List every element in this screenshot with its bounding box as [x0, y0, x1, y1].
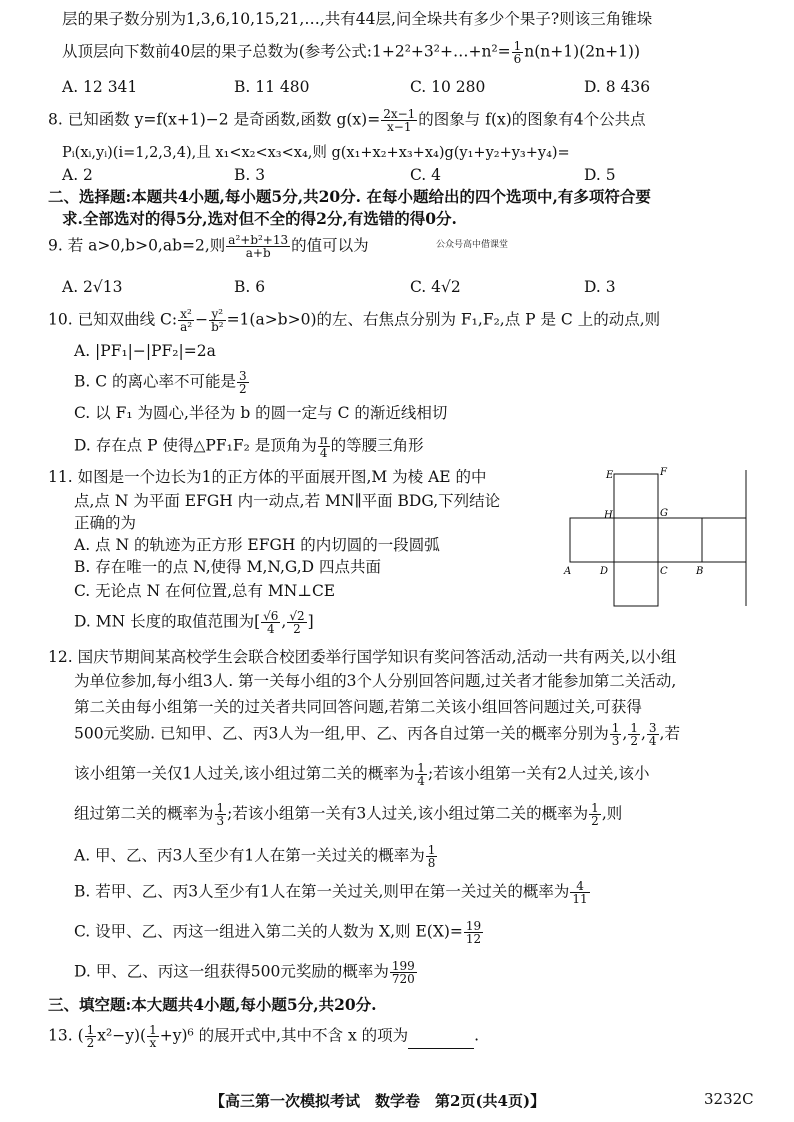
q11-line1: 11. 如图是一个边长为1的正方体的平面展开图,M 为棱 AE 的中: [48, 468, 487, 486]
q7-line2: 从顶层向下数前40层的果子总数为(参考公式:1+2²+3²+…+n²= $\frac{1}{6}$ n(n+1)(2n+1)): [62, 39, 641, 66]
watermark-text: 公众号高中借课堂: [436, 240, 509, 250]
label-h: H: [604, 510, 613, 521]
q8-line2: Pᵢ(xᵢ,yᵢ)(i=1,2,3,4),且 x₁<x₂<x₃<x₄,则 g(x₁+x₂+x₃+x₄)g(y₁+y₂+y₃+y₄)=: [62, 145, 570, 161]
cube-net-figure: [560, 466, 754, 614]
label-e: E: [606, 470, 614, 481]
q8-option-c: C. 4: [410, 166, 442, 184]
q12-line1: 12. 国庆节期间某高校学生会联合校团委举行国学知识有奖问答活动,活动一共有两关,以小组: [48, 648, 677, 666]
q11-option-d: D. MN 长度的取值范围为[ $\frac{√6}{4}$ , $\frac{√2}{2}$ ]: [74, 609, 314, 636]
q11-line3: 正确的为: [74, 514, 137, 532]
q10-option-b: B. C 的离心率不可能是 $\frac{3}{2}$: [74, 369, 247, 396]
q9-option-b: B. 6: [234, 278, 266, 296]
q7-option-a: A. 12 341: [62, 78, 138, 96]
label-d: D: [600, 566, 609, 577]
q9-frac: $\frac{\text{a²+b²+13}}{a+b}$: [228, 233, 289, 260]
page-footer: 【高三第一次模拟考试 数学卷 第2页(共4页)】: [210, 1092, 546, 1110]
q7-formula-frac: $\frac{1}{6}$: [513, 39, 522, 66]
q13-stem: 13. ( $\frac{1}{2}$ x²−y)( $\frac{1}{x}$ +y)⁶ 的展开式中,其中不含 x 的项为 .: [48, 1023, 480, 1050]
q9-option-d: D. 3: [584, 278, 616, 296]
q7-option-d: D. 8 436: [584, 78, 651, 96]
q9-option-a: A. 2√13: [62, 278, 123, 296]
q7-line1: 层的果子数分别为1,3,6,10,15,21,…,共有44层,问全垛共有多少个果子?则该三角锥垛: [62, 10, 653, 28]
q10-option-c: C. 以 F₁ 为圆心,半径为 b 的圆一定与 C 的渐近线相切: [74, 404, 448, 422]
q12-option-b: B. 若甲、乙、丙3人至少有1人在第一关过关,则甲在第一关过关的概率为 $\frac{4}{11}$: [74, 879, 588, 906]
section2-heading: 二、选择题:本题共4小题,每小题5分,共20分. 在每小题给出的四个选项中,有多项符合要: [48, 187, 651, 206]
q12-line6: 组过第二关的概率为 $\frac{1}{3}$ ;若该小组第一关有3人过关,该小组过第二关的概率为 $\frac{1}{2}$ ,则: [74, 801, 623, 828]
q9-option-c: C. 4√2: [410, 278, 461, 296]
q9-stem: 9. 若 a>0,b>0,ab=2,则 $\frac{\text{a²+b²+13}}{a+b}$ 的值可以为: [48, 233, 369, 260]
q12-line4: 500元奖励. 已知甲、乙、丙3人为一组,甲、乙、丙各自过第一关的概率分别为 $\frac{1}{3}$ , $\frac{1}{2}$ , $\frac{3}{4}$ ,若: [74, 721, 680, 748]
q11-line2: 点,点 N 为平面 EFGH 内一动点,若 MN∥平面 BDG,下列结论: [74, 492, 501, 510]
q8-option-b: B. 3: [234, 166, 266, 184]
label-a: A: [564, 566, 572, 577]
label-b: B: [696, 566, 704, 577]
q8-gx-frac: $\frac{2x-1}{x-1}$: [383, 107, 416, 134]
q7-option-c: C. 10 280: [410, 78, 486, 96]
q12-option-d: D. 甲、乙、丙这一组获得500元奖励的概率为 $\frac{199}{720}$: [74, 959, 415, 986]
q11-option-b: B. 存在唯一的点 N,使得 M,N,G,D 四点共面: [74, 558, 382, 576]
q12-line3: 第二关由每小组第一关的过关者共同回答问题,若第二关该小组回答问题过关,可获得: [74, 698, 642, 716]
section2-instructions: 求.全部选对的得5分,选对但不全的得2分,有选错的得0分.: [62, 209, 457, 228]
q11-option-c: C. 无论点 N 在何位置,总有 MN⊥CE: [74, 582, 336, 600]
label-f: F: [660, 467, 667, 478]
q10-stem: 10. 已知双曲线 C: $\frac{\text{x²}}{\text{a²}}$ − $\frac{\text{y²}}{\text{b²}}$ =1(a>b>0)的左、右焦点分别为 F₁,F₂,点 P 是 C 上的动点,则: [48, 307, 661, 334]
label-g: G: [660, 508, 668, 519]
label-c: C: [660, 566, 668, 577]
exam-code: 3232C: [704, 1090, 754, 1108]
q8-line1: 8. 已知函数 y=f(x+1)−2 是奇函数,函数 g(x)= $\frac{2x-1}{x-1}$ 的图象与 f(x)的图象有4个公共点: [48, 107, 646, 134]
q7-option-b: B. 11 480: [234, 78, 310, 96]
q11-option-a: A. 点 N 的轨迹为正方形 EFGH 的内切圆的一段圆弧: [74, 536, 440, 554]
q12-option-c: C. 设甲、乙、丙这一组进入第二关的人数为 X,则 E(X)= $\frac{19}{12}$: [74, 919, 482, 946]
q12-line5: 该小组第一关仅1人过关,该小组过第二关的概率为 $\frac{1}{4}$ ;若该小组第一关有2人过关,该小: [74, 761, 650, 788]
q10-option-d: D. 存在点 P 使得△PF₁F₂ 是顶角为 $\frac{\pi}{4}$ 的等腰三角形: [74, 433, 424, 460]
answer-blank[interactable]: [408, 1032, 474, 1049]
section3-heading: 三、填空题:本大题共4小题,每小题5分,共20分.: [48, 995, 377, 1014]
q8-option-d: D. 5: [584, 166, 616, 184]
q10-option-a: A. |PF₁|−|PF₂|=2a: [74, 342, 216, 360]
q8-option-a: A. 2: [62, 166, 93, 184]
q12-option-a: A. 甲、乙、丙3人至少有1人在第一关过关的概率为 $\frac{1}{8}$: [74, 843, 436, 870]
q12-line2: 为单位参加,每小组3人. 第一关每小组的3个人分别回答问题,过关者才能参加第二关活动,: [74, 672, 677, 690]
